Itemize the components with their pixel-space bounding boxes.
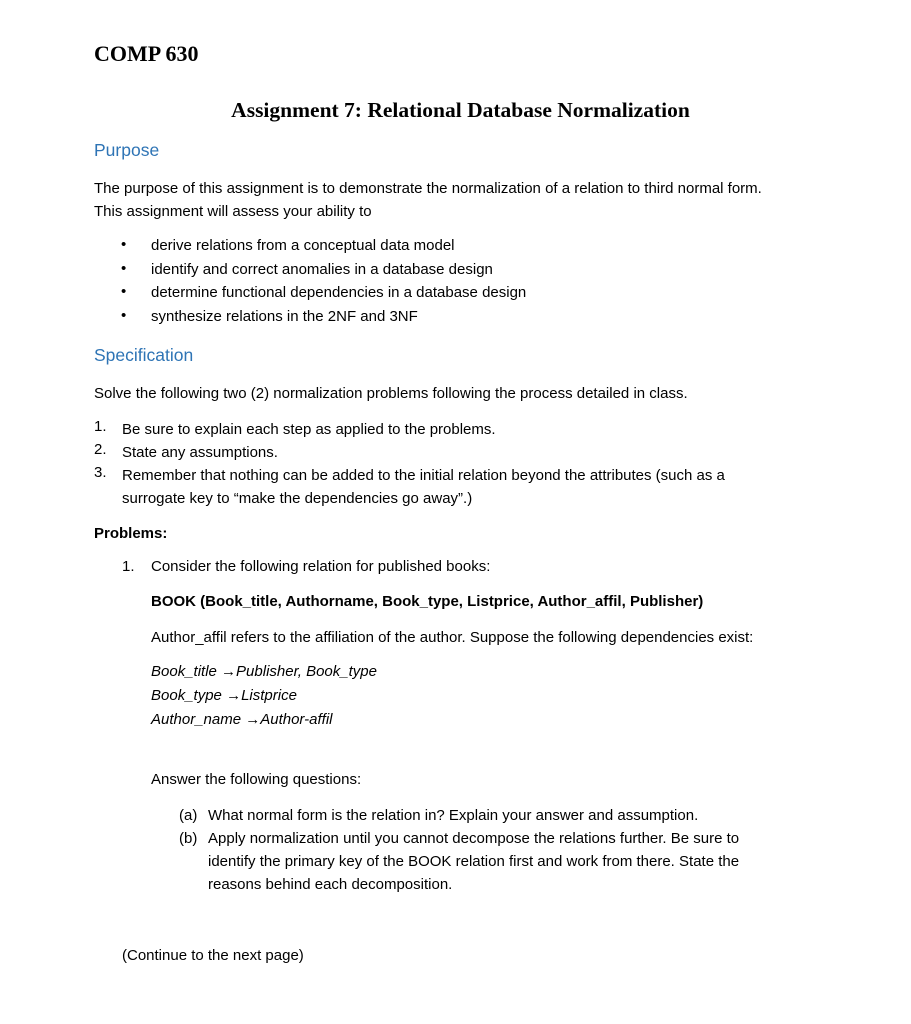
problems-heading: Problems: <box>94 525 168 542</box>
bullet-icon: • <box>121 283 127 300</box>
question-text: identify the primary key of the BOOK relation first and work from there. State the <box>208 853 740 870</box>
purpose-line-2: This assignment will assess your ability to <box>94 203 372 220</box>
bullet-text: identify and correct anomalies in a database design <box>151 261 493 278</box>
problem-intro: Consider the following relation for published books: <box>151 558 491 575</box>
relation-schema: BOOK (Book_title, Authorname, Book_type, Listprice, Author_affil, Publisher) <box>151 593 704 610</box>
specification-heading: Specification <box>94 345 194 365</box>
purpose-line-1: The purpose of this assignment is to demonstrate the normalization of a relation to third normal form. <box>94 180 762 197</box>
step-text: Remember that nothing can be added to the initial relation beyond the attributes (such as a <box>122 467 725 484</box>
question-text: Apply normalization until you cannot decompose the relations further. Be sure to <box>208 830 740 847</box>
dependency-rhs: Listprice <box>241 687 297 704</box>
step-text: Be sure to explain each step as applied to the problems. <box>122 421 496 438</box>
question-text: What normal form is the relation in? Explain your answer and assumption. <box>208 807 699 824</box>
dependency-item <box>151 687 297 704</box>
question-text: reasons behind each decomposition. <box>208 876 453 893</box>
dependency-item <box>151 711 333 728</box>
course-code: COMP 630 <box>94 41 199 66</box>
assignment-title: Assignment 7: Relational Database Normalization <box>231 98 690 122</box>
affiliation-note: Author_affil refers to the affiliation of the author. Suppose the following dependencies exist: <box>151 629 754 646</box>
bullet-icon: • <box>121 307 127 324</box>
dependency-item <box>151 663 377 680</box>
dependency-lhs: Book_title <box>151 663 222 680</box>
bullet-icon: • <box>121 260 127 277</box>
purpose-heading: Purpose <box>94 140 160 160</box>
step-number: 2. <box>94 441 107 458</box>
arrow-icon: → <box>245 711 261 728</box>
dependency-rhs: Author-affil <box>260 711 333 728</box>
step-number: 1. <box>94 418 107 435</box>
dependency-lhs: Book_type <box>151 687 227 704</box>
step-text-continued: surrogate key to “make the dependencies go away”.) <box>122 490 473 507</box>
continue-note: (Continue to the next page) <box>122 947 304 964</box>
bullet-text: synthesize relations in the 2NF and 3NF <box>151 308 418 325</box>
dependency-lhs: Author_name <box>151 711 246 728</box>
specification-intro: Solve the following two (2) normalization problems following the process detailed in class. <box>94 385 688 402</box>
bullet-text: determine functional dependencies in a database design <box>151 284 527 301</box>
answer-intro: Answer the following questions: <box>151 771 362 788</box>
question-label: (a) <box>179 807 198 824</box>
arrow-icon: → <box>221 663 237 680</box>
bullet-text: derive relations from a conceptual data model <box>151 237 455 254</box>
step-number: 3. <box>94 464 107 481</box>
bullet-icon: • <box>121 236 127 253</box>
problem-number: 1. <box>122 558 135 575</box>
dependency-rhs: Publisher, Book_type <box>236 663 377 680</box>
arrow-icon: → <box>226 687 242 704</box>
step-text: State any assumptions. <box>122 444 278 461</box>
question-label: (b) <box>179 830 198 847</box>
